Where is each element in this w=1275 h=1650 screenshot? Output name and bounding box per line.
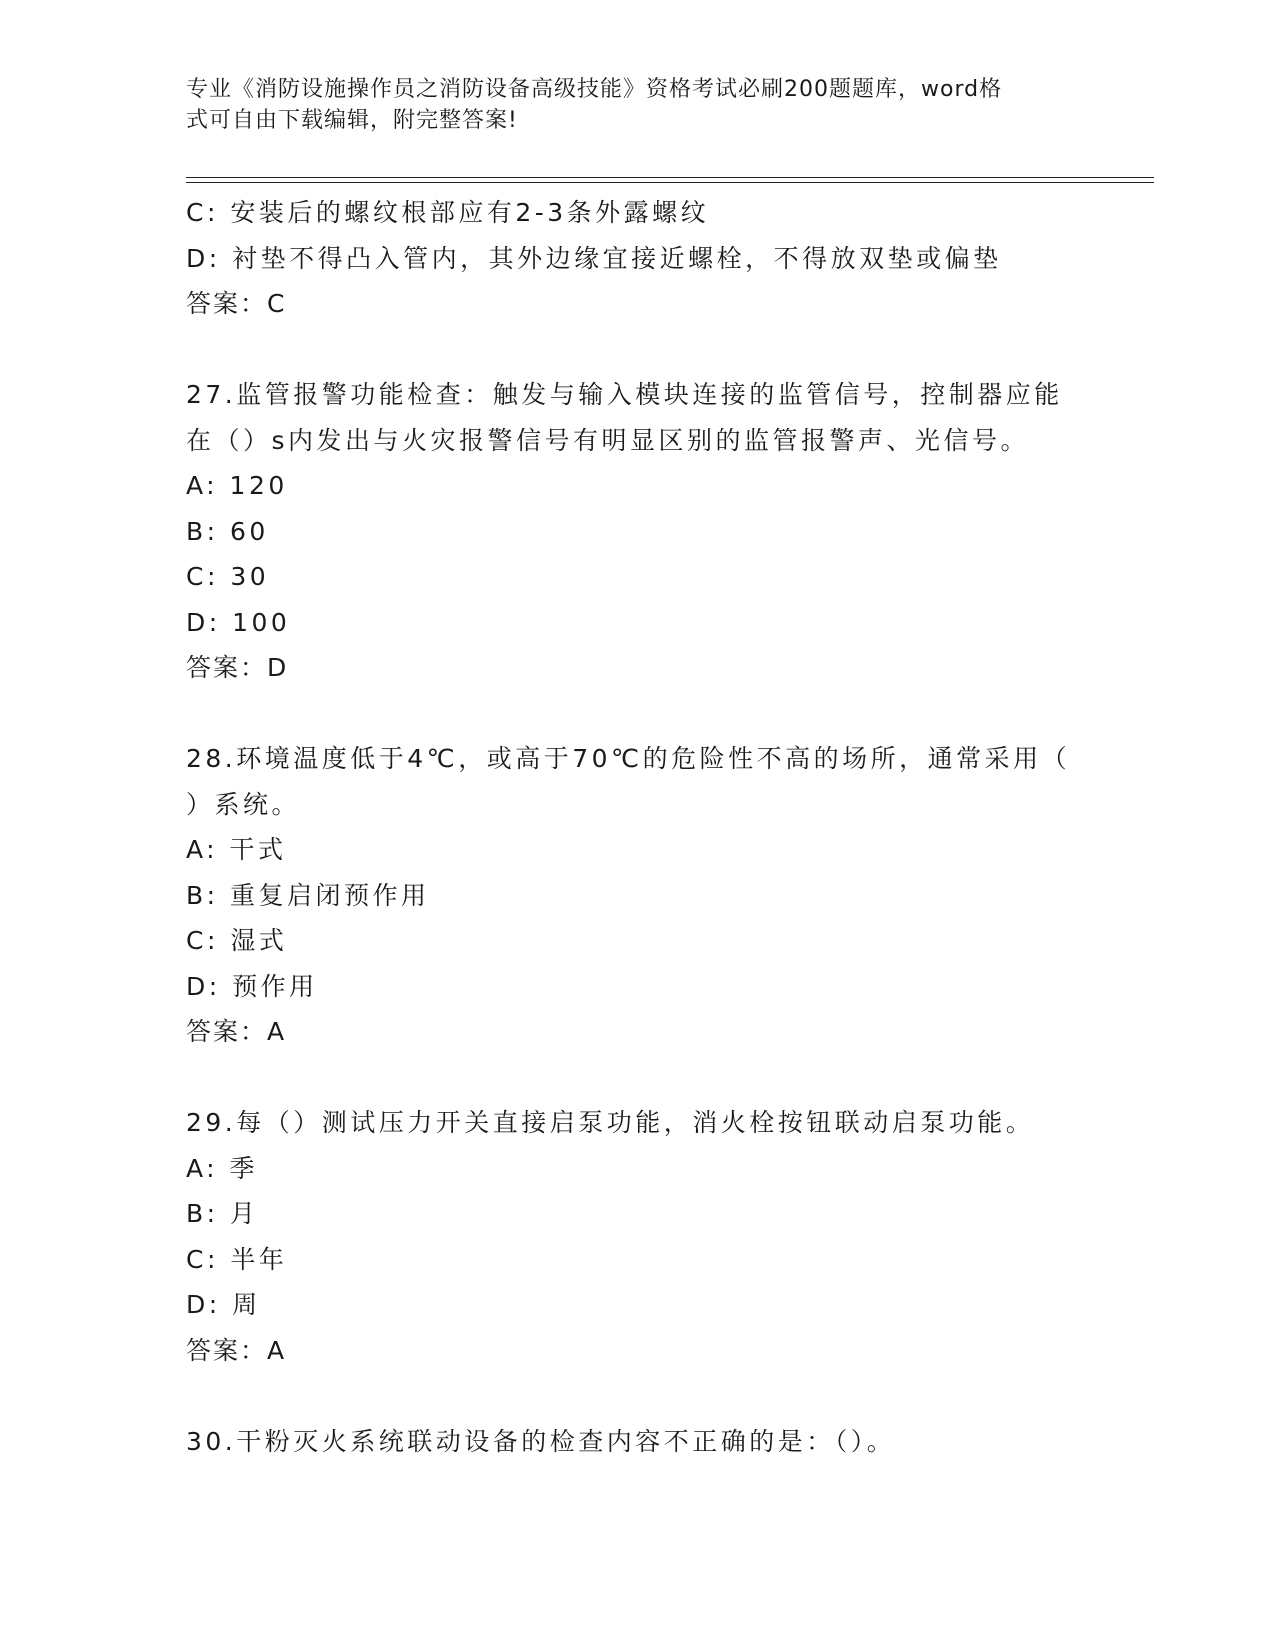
option-d: D: 100 — [186, 607, 291, 637]
option-d: D: 预作用 — [186, 971, 318, 1001]
option-d: D: 周 — [186, 1290, 261, 1319]
option-b: B: 重复启闭预作用 — [186, 880, 430, 910]
question-26-tail — [186, 190, 1086, 327]
question-stem: 30.干粉灭火系统联动设备的检查内容不正确的是：（）。 — [186, 1426, 896, 1456]
option-a: A: 干式 — [186, 835, 287, 864]
answer: 答案：A — [186, 1017, 287, 1046]
question-29 — [186, 1100, 1086, 1373]
option-c: C: 半年 — [186, 1244, 288, 1274]
answer: 答案：D — [186, 653, 289, 682]
answer: 答案：C — [186, 289, 287, 318]
option-a: A: 120 — [186, 471, 288, 500]
spacer — [186, 327, 1086, 373]
header-line-2: 式可自由下载编辑，附完整答案! — [186, 108, 518, 133]
document-body — [186, 190, 1086, 1464]
spacer — [186, 691, 1086, 737]
option-d: D: 衬垫不得凸入管内，其外边缘宜接近螺栓，不得放双垫或偏垫 — [186, 243, 1002, 273]
header-divider-top — [186, 177, 1154, 178]
question-27 — [186, 372, 1086, 691]
document-header — [186, 74, 1066, 136]
option-a: A: 季 — [186, 1153, 259, 1183]
header-line-1: 专业《消防设施操作员之消防设备高级技能》资格考试必刷200题题库，word格 — [186, 77, 1003, 102]
question-stem: 29.每（）测试压力开关直接启泵功能，消火栓按钮联动启泵功能。 — [186, 1108, 1035, 1137]
question-28 — [186, 736, 1086, 1055]
answer: 答案：A — [186, 1335, 287, 1365]
question-stem: 28.环境温度低于4℃，或高于70℃的危险性不高的场所，通常采用（ — [186, 744, 1071, 773]
question-stem: 27.监管报警功能检查：触发与输入模块连接的监管信号，控制器应能 — [186, 380, 1063, 409]
option-b: B: 60 — [186, 516, 269, 546]
spacer — [186, 1055, 1086, 1101]
option-c: C: 30 — [186, 562, 270, 591]
option-c: C: 安装后的螺纹根部应有2-3条外露螺纹 — [186, 198, 710, 227]
option-c: C: 湿式 — [186, 926, 288, 955]
question-30 — [186, 1419, 1086, 1465]
header-divider-bottom — [186, 182, 1154, 183]
spacer — [186, 1373, 1086, 1419]
option-b: B: 月 — [186, 1199, 259, 1228]
question-stem-continued: 在（）s内发出与火灾报警信号有明显区别的监管报警声、光信号。 — [186, 425, 1030, 455]
question-stem-continued: ）系统。 — [186, 789, 301, 819]
